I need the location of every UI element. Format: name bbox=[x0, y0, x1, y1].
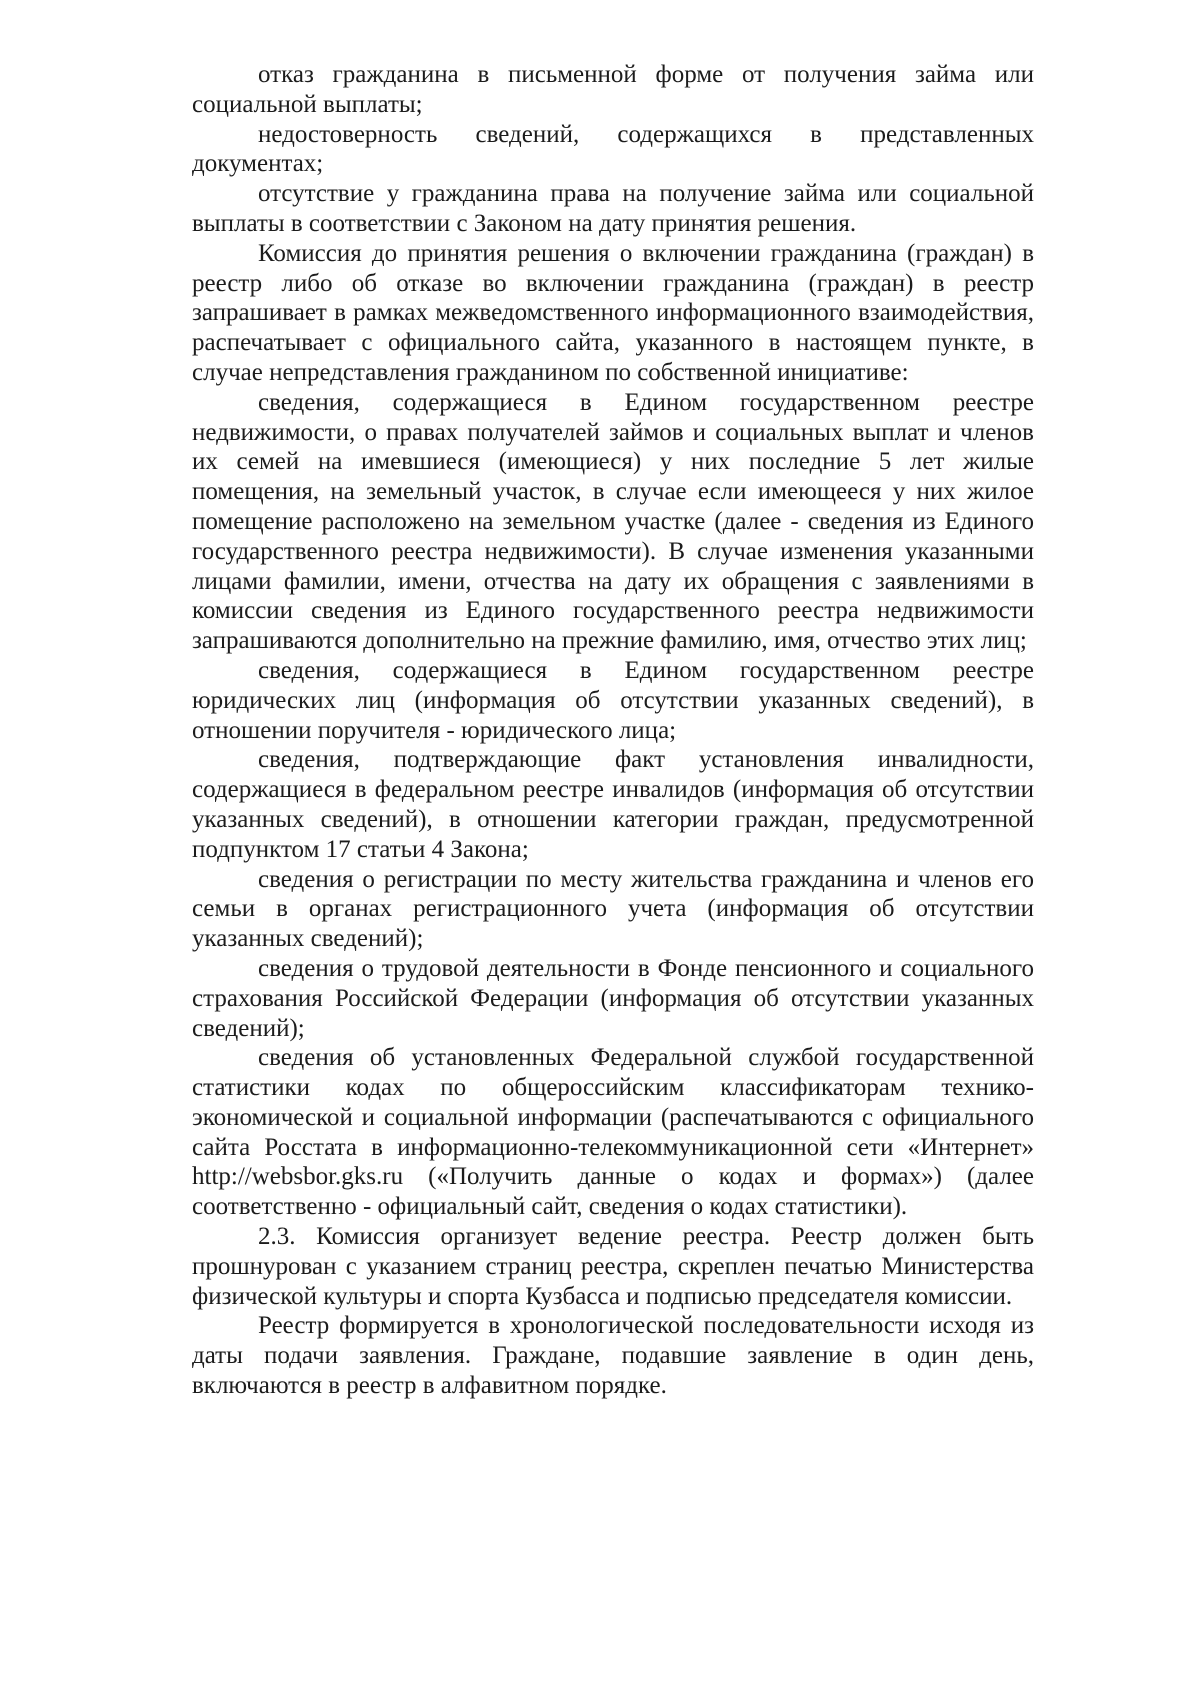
paragraph-labor-activity: сведения о трудовой деятельности в Фонде пенсионного и социального страхования Российской Федерации (информация об отсутствии указанных сведений); bbox=[192, 954, 1034, 1042]
document-page bbox=[192, 60, 1034, 1401]
paragraph-legal-entities-registry: сведения, содержащиеся в Едином государственном реестре юридических лиц (информация об отсутствии указанных сведений), в отношении поручителя - юридического лица; bbox=[192, 656, 1034, 744]
paragraph-residence-registration: сведения о регистрации по месту жительства гражданина и членов его семьи в органах регистрационного учета (информация об отсутствии указанных сведений); bbox=[192, 865, 1034, 953]
paragraph-no-right-to-loan: отсутствие у гражданина права на получение займа или социальной выплаты в соответствии с Законом на дату принятия решения. bbox=[192, 180, 1034, 237]
paragraph-statistics-codes: сведения об установленных Федеральной службой государственной статистики кодах по общероссийским классификаторам технико-экономической и социальной информации (распечатываются с официального сайта Росстата в информационно-телекоммуникационной сети «Интернет» http://websbor.gks.ru («Получить данные о кодах и формах») (далее соответственно - официальный сайт, сведения о кодах статистики). bbox=[192, 1044, 1034, 1221]
paragraph-registry-ordering: Реестр формируется в хронологической последовательности исходя из даты подачи заявления. Граждане, подавшие заявление в один день, включаются в реестр в алфавитном порядке. bbox=[192, 1312, 1034, 1400]
paragraph-disability-registry: сведения, подтверждающие факт установления инвалидности, содержащиеся в федеральном реестре инвалидов (информация об отсутствии указанных сведений), в отношении категории граждан, предусмотренной подпунктом 17 статьи 4 Закона; bbox=[192, 746, 1034, 863]
paragraph-commission-requests: Комиссия до принятия решения о включении гражданина (граждан) в реестр либо об отказе во включении гражданина (граждан) в реестр запрашивает в рамках межведомственного информационного взаимодействия, распечатывает с официального сайта, указанного в настоящем пункте, в случае непредставления гражданином по собственной инициативе: bbox=[192, 239, 1034, 386]
paragraph-registry-maintenance: 2.3. Комиссия организует ведение реестра. Реестр должен быть прошнурован с указанием страниц реестра, скреплен печатью Министерства физической культуры и спорта Кузбасса и подписью председателя комиссии. bbox=[192, 1223, 1034, 1310]
paragraph-refusal-in-writing: отказ гражданина в письменной форме от получения займа или социальной выплаты; bbox=[192, 61, 1034, 118]
paragraph-real-estate-registry: сведения, содержащиеся в Едином государственном реестре недвижимости, о правах получателей займов и социальных выплат и членов их семей на имевшиеся (имеющиеся) у них последние 5 лет жилые помещения, на земельный участок, в случае если имеющееся у них жилое помещение расположено на земельном участке (далее - сведения из Единого государственного реестра недвижимости). В случае изменения указанными лицами фамилии, имени, отчества на дату их обращения с заявлениями в комиссии сведения из Единого государственного реестра недвижимости запрашиваются дополнительно на прежние фамилию, имя, отчество этих лиц; bbox=[192, 388, 1034, 655]
paragraph-unreliable-information: недостоверность сведений, содержащихся в представленных документах; bbox=[192, 120, 1034, 178]
